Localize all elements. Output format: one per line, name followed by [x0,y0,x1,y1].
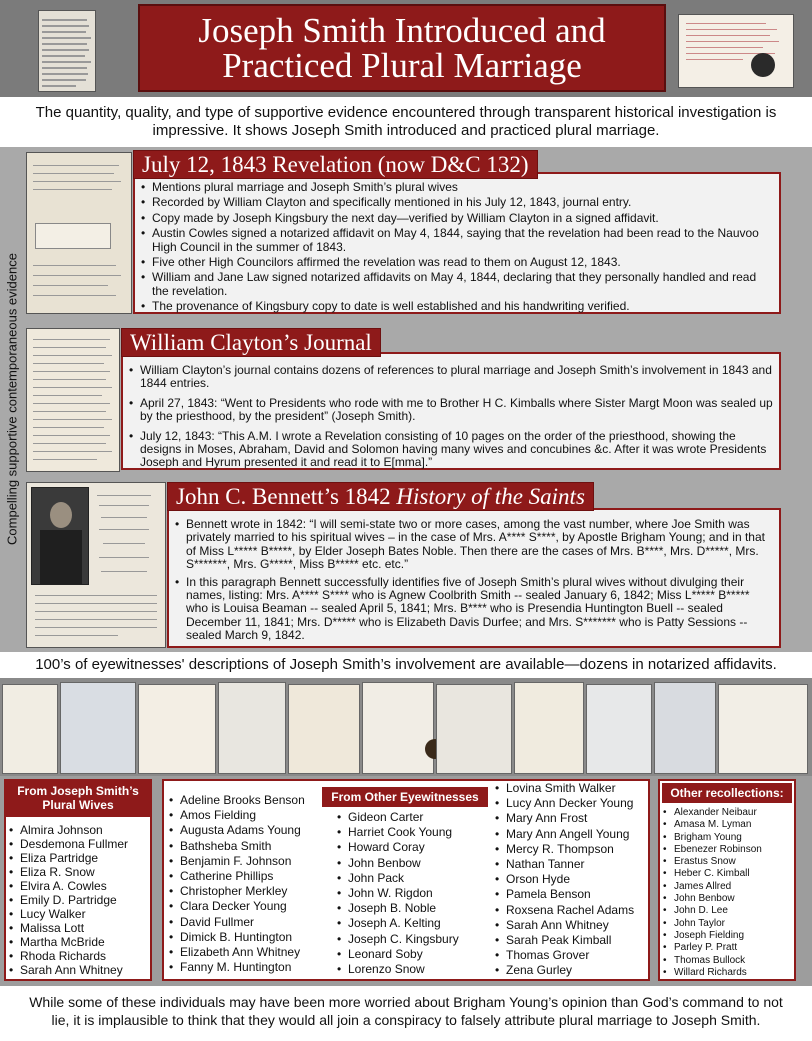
intro-text: The quantity, quality, and type of supportive evidence encountered through transparent historical investigation is impressive. It shows Joseph Smith introduced and practiced plural marriage. [35,104,777,139]
list-item: • Brigham Young [660,832,794,844]
list-item: • William Clayton’s journal contains dozens of references to plural marriage and Joseph Smith’s involvement in 1843 and 1844 entries. [129,364,773,391]
date-inset [35,223,111,249]
section-bennett-bullets [175,518,773,643]
list-item: • Benjamin F. Johnson [166,854,305,869]
list-item: • Fanny M. Huntington [166,960,305,975]
list-item: • Clara Decker Young [166,899,305,914]
list-item: • Bennett wrote in 1842: “I will semi-state two or more cases, among the vast number, where Joe Smith was privately married to his spiritual wives – in the case of Mrs. A**** S****, by Apostle Brigham Young; and in that of Miss L***** B*****, by Elder Joseph Bates Noble. Then there are the cases of Mrs. B****, Mrs. D*****, Mrs. S*******, Mrs. G*****, Miss B***** etc. etc.” [175,518,773,572]
list-item: • April 27, 1843: “Went to Presidents who rode with me to Brother H C. Kimballs where Sister Margt Moon was sealed up by the priesthood, by the president” (Joseph Smith). [129,397,773,424]
document-thumbnail [718,684,808,774]
newspaper-clipping-image [38,10,96,92]
list-item: • David Fullmer [166,915,305,930]
list-item: • The provenance of Kingsbury copy to date is well established and his handwriting verified. [141,300,773,313]
other-recollections-heading: Other recollections: [662,783,792,803]
document-thumbnail [436,684,512,774]
other-recollections-box [658,779,796,981]
list-item: • Recorded by William Clayton and specifically mentioned in his July 12, 1843, journal entry. [141,196,773,209]
list-item: • Copy made by Joseph Kingsbury the next day—verified by William Clayton in a signed affidavit. [141,212,773,225]
list-item: • Nathan Tanner [492,857,634,872]
list-item: • Malissa Lott [6,921,150,935]
other-eyewitnesses-col3 [492,781,634,979]
list-item: • Ebenezer Robinson [660,844,794,856]
document-thumbnail [654,682,716,774]
list-item: • Rhoda Richards [6,949,150,963]
plural-wives-list [6,823,150,977]
other-recollections-list [660,807,794,979]
list-item: • Lorenzo Snow [334,962,459,977]
list-item: • July 12, 1843: “This A.M. I wrote a Revelation consisting of 10 pages on the order of the priesthood, showing the designs in Moses, Abraham, David and Solomon having many wives and concubines &c. After it was wrote Presidents Joseph and Hyrum presented it and read it to E[mma].” [129,430,773,470]
list-item: • Desdemona Fullmer [6,837,150,851]
list-item: • Emily D. Partridge [6,893,150,907]
list-item: • Amos Fielding [166,808,305,823]
document-thumbnail [514,682,584,774]
list-item: • Roxsena Rachel Adams [492,903,634,918]
list-item: • Austin Cowles signed a notarized affidavit on May 4, 1844, saying that the revelation had been read to the Nauvoo High Council in the summer of 1843. [141,227,773,254]
list-item: • Sarah Peak Kimball [492,933,634,948]
list-item: • Dimick B. Huntington [166,930,305,945]
list-item: • Elizabeth Ann Whitney [166,945,305,960]
list-item: • Harriet Cook Young [334,825,459,840]
list-item: • John D. Lee [660,905,794,917]
list-item: • Leonard Soby [334,947,459,962]
document-thumbnail [288,684,360,774]
other-eyewitnesses-col1 [166,793,305,975]
list-item: • Sarah Ann Whitney [492,918,634,933]
list-item: • Almira Johnson [6,823,150,837]
document-thumbnail [138,684,216,774]
section-revelation-bullets [141,181,773,314]
list-item: • Erastus Snow [660,856,794,868]
section-journal-title: William Clayton’s Journal [121,328,381,357]
document-thumbnail [586,684,652,774]
revelation-manuscript-image [26,152,132,314]
list-item: • Lovina Smith Walker [492,781,634,796]
footer-text: While some of these individuals may have been more worried about Brigham Young’s opinion than God’s command to not lie, it is implausible to think that they would all join a conspiracy to falsely attribute plural marriage to Joseph Smith. [29,994,783,1028]
affidavit-documents-strip-image [0,678,812,778]
list-item: • Sarah Ann Whitney [6,963,150,977]
list-item: • Alexander Neibaur [660,807,794,819]
list-item: • John Taylor [660,918,794,930]
list-item: • Joseph C. Kingsbury [334,932,459,947]
section-journal-bullets [129,364,773,470]
wax-seal-icon [751,53,775,77]
list-item: • Joseph B. Noble [334,901,459,916]
list-item: • Howard Coray [334,840,459,855]
list-item: • Catherine Phillips [166,869,305,884]
other-eyewitnesses-box [162,779,650,981]
document-thumbnail [2,684,58,774]
list-item: • John Pack [334,871,459,886]
list-item: • Elvira A. Cowles [6,879,150,893]
list-item: • Thomas Bullock [660,955,794,967]
list-item: • Mentions plural marriage and Joseph Smith’s plural wives [141,181,773,194]
list-item: • John W. Rigdon [334,886,459,901]
title-box [138,4,666,92]
list-item: • John Benbow [334,856,459,871]
list-item: • Five other High Councilors affirmed the revelation was read to them on August 12, 1843. [141,256,773,269]
list-item: • In this paragraph Bennett successfully identifies five of Joseph Smith’s plural wives without divulging their names, listing: Mrs. A**** S**** who is Agnew Coolbrith Smith -- sealed January 6, 1842; Miss L***** B***** who is Louisa Beaman -- sealed April 5, 1841; Mrs. B**** who is Presendia Huntington Buell -- sealed December 11, 1841; Mrs. D***** who is Elizabeth Davis Durfee; and Mrs. S******* who is Patty Sessions -- sealed March 9, 1842. [175,576,773,643]
list-item: • Pamela Benson [492,887,634,902]
section-bennett-title-prefix: John C. Bennett’s 1842 [176,484,397,509]
side-label-text: Compelling supportive contemporaneous evidence [4,253,20,545]
section-revelation-title: July 12, 1843 Revelation (now D&C 132) [133,150,538,179]
bennett-portrait-and-title-page-image [26,482,166,648]
list-item: • Joseph Fielding [660,930,794,942]
other-eyewitnesses-heading: From Other Eyewitnesses [322,787,488,807]
list-item: • Eliza R. Snow [6,865,150,879]
page-title: Joseph Smith Introduced and Practiced Plural Marriage [198,11,606,85]
list-item: • Mercy R. Thompson [492,842,634,857]
list-item: • Mary Ann Angell Young [492,827,634,842]
section-journal-box [121,352,781,470]
other-eyewitnesses-col2 [334,810,459,977]
list-item: • Orson Hyde [492,872,634,887]
plural-wives-heading: From Joseph Smith’s Plural Wives [6,781,150,817]
list-item: • Zena Gurley [492,963,634,978]
section-bennett-title-italic: History of the Saints [396,484,585,509]
list-item: • Lucy Ann Decker Young [492,796,634,811]
list-item: • Lucy Walker [6,907,150,921]
document-thumbnail [362,682,434,774]
list-item: • Martha McBride [6,935,150,949]
plural-wives-box [4,779,152,981]
list-item: • James Allred [660,881,794,893]
section-bennett-box [167,508,781,648]
document-thumbnail [218,682,286,774]
document-thumbnail [60,682,136,774]
list-item: • Mary Ann Frost [492,811,634,826]
clayton-journal-page-image [26,328,120,472]
list-item: • Augusta Adams Young [166,823,305,838]
side-label [0,147,24,652]
list-item: • Heber C. Kimball [660,868,794,880]
list-item: • Parley P. Pratt [660,942,794,954]
handwritten-document-with-seal-image [678,14,794,88]
list-item: • Christopher Merkley [166,884,305,899]
list-item: • Bathsheba Smith [166,839,305,854]
list-item: • Gideon Carter [334,810,459,825]
list-item: • William and Jane Law signed notarized affidavits on May 4, 1844, declaring that they personally handled and read the revelation. [141,271,773,298]
list-item: • Eliza Partridge [6,851,150,865]
section-revelation-box [133,172,781,314]
list-item: • Thomas Grover [492,948,634,963]
eyewitness-line: 100’s of eyewitnesses' descriptions of Joseph Smith’s involvement are available—dozens in notarized affidavits. [35,656,777,673]
list-item: • Willard Richards [660,967,794,979]
list-item: • Joseph A. Kelting [334,916,459,931]
list-item: • John Benbow [660,893,794,905]
section-bennett-title [167,482,594,511]
list-item: • Amasa M. Lyman [660,819,794,831]
portrait-image [31,487,89,585]
list-item: • Adeline Brooks Benson [166,793,305,808]
